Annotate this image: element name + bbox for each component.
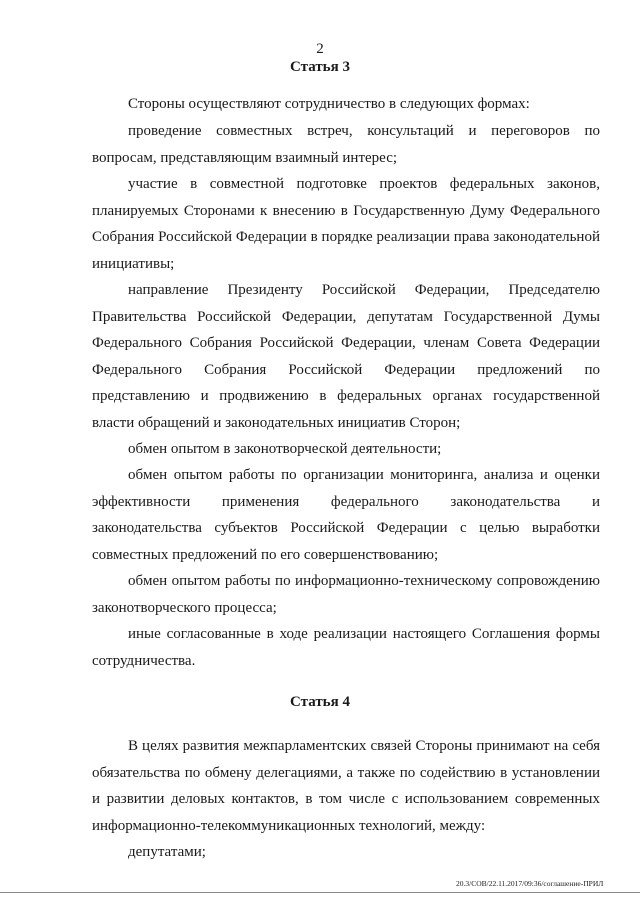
article-3-paragraph-1: Стороны осуществляют сотрудничество в следующих формах: xyxy=(128,96,530,112)
article-3-paragraph-6: обмен опытом работы по организации мониторинга, анализа и оценки эффективности применения федерального законодательства и законодательства субъектов Российской Федерации с целью выработки совместных предложений по его совершенствованию; xyxy=(92,467,600,563)
article-3-paragraph-4: направление Президенту Российской Федерации, Председателю Правительства Российской Федерации, депутатам Государственной Думы Федерального Собрания Российской Федерации, членам Совета Федерации Федерального Собрания Российской Федерации предложений по представлению и продвижению в федеральных органах государственной власти обращений и законодательных инициатив Сторон; xyxy=(92,282,600,431)
article-3-paragraph-7: обмен опытом работы по информационно-техническому сопровождению законотворческого процесса; xyxy=(92,573,600,616)
article-3-paragraph-3: участие в совместной подготовке проектов федеральных законов, планируемых Сторонами к внесению в Государственную Думу Федерального Собрания Российской Федерации в порядке реализации права законодательной инициативы; xyxy=(92,176,600,272)
article-3-heading: Статья 3 xyxy=(290,59,350,75)
footer-rule xyxy=(0,892,640,893)
article-4-paragraph-2: депутатами; xyxy=(128,844,206,860)
footer-document-code: 20.3/СОВ/22.11.2017/09:36/соглашение-ПРИЛ xyxy=(456,879,604,888)
article-4-heading: Статья 4 xyxy=(290,694,350,710)
article-4-paragraph-1: В целях развития межпарламентских связей Стороны принимают на себя обязательства по обмену делегациями, а также по содействию в установлении и развитии деловых контактов, в том числе с использованием современных информационно-телекоммуникационных технологий, между: xyxy=(92,738,600,834)
article-3-paragraph-2: проведение совместных встреч, консультаций и переговоров по вопросам, представляющим взаимный интерес; xyxy=(92,123,600,166)
article-3-paragraph-8: иные согласованные в ходе реализации настоящего Соглашения формы сотрудничества. xyxy=(92,626,600,669)
page-number: 2 xyxy=(316,41,324,57)
article-3-paragraph-5: обмен опытом в законотворческой деятельности; xyxy=(128,441,442,457)
